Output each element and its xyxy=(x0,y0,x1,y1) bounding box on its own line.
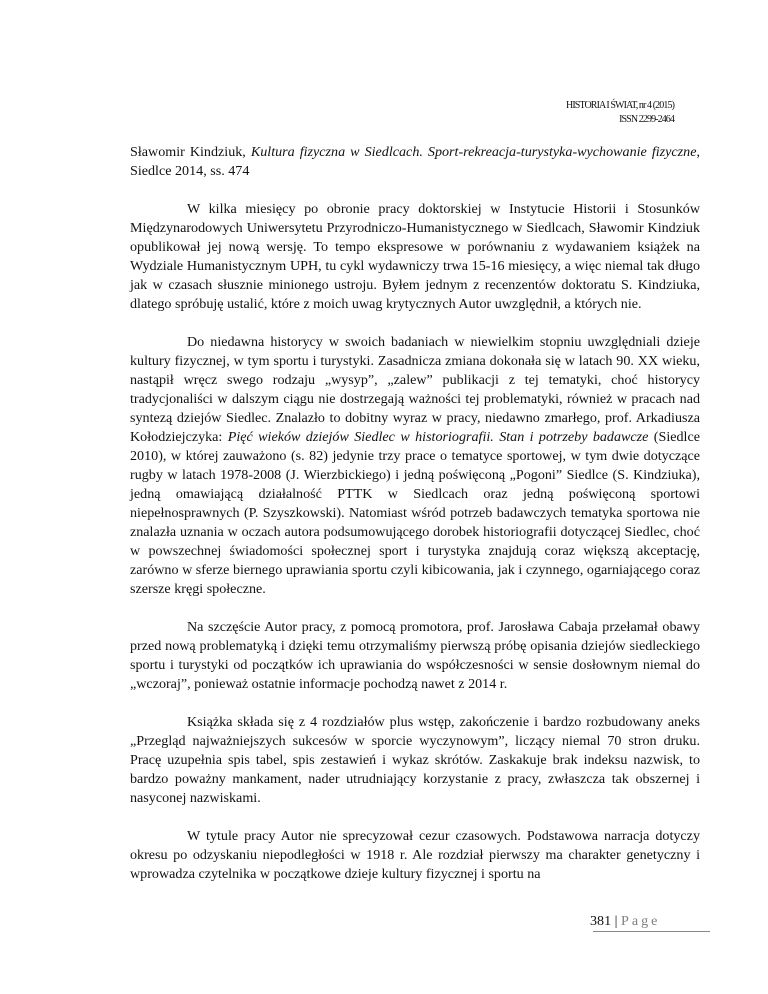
paragraph-2-book-title: Pięć wieków dziejów Siedlec w historiografii. Stan i potrzeby badawcze xyxy=(227,429,649,445)
citation-author: Sławomir Kindziuk, xyxy=(130,144,246,160)
page-separator: | xyxy=(611,913,622,929)
article-body xyxy=(130,143,700,903)
page-footer xyxy=(590,912,710,931)
paragraph-2 xyxy=(130,333,700,599)
citation-title: Kultura fizyczna w Siedlcach. Sport-rekreacja-turystyka-wychowanie fizyczne xyxy=(250,144,697,160)
paragraph-5: W tytule pracy Autor nie sprecyzował cezur czasowych. Podstawowa narracja dotyczy okresu po odzyskaniu niepodległości w 1918 r. Ale rozdział pierwszy ma charakter genetyczny i wprowadza czytelnika w początkowe dzieje kultury fizycznej i sportu na xyxy=(130,828,700,882)
paragraph-3: Na szczęście Autor pracy, z pomocą promotora, prof. Jarosława Cabaja przełamał obawy przed nową problematyką i dzięki temu otrzymaliśmy pierwszą próbę opisania dziejów siedleckiego sportu i turystyki od początków ich uprawiania do współczesności w sensie dosłownym niemal do „wczoraj”, ponieważ ostatnie informacje pochodzą nawet z 2014 r. xyxy=(130,619,700,692)
journal-running-head: HISTORIA I ŚWIAT, nr 4 (2015) xyxy=(566,100,674,111)
book-citation xyxy=(130,143,700,181)
issn-running-head: ISSN 2299-2464 xyxy=(619,114,674,125)
paragraph-2-part-a: Do niedawna historycy w swoich badaniach w niewielkim stopniu uwzględniali dzieje kultury fizycznej, w tym sportu i turystyki. Zasadnicza zmiana dokonała się w latach 90. XX wieku, nastąpił wręcz swego rodzaju „wysyp”, „zalew” publikacji z tej tematyki, choć historycy tradycjonaliści w dalszym ciągu nie dostrzegają ważności tej problematyki, również w pracach nad syntezą dziejów Siedlec. Znalazło to dobitny wyraz w pracy, niedawno zmarłego, prof. Arkadiusza Kołodziejczyka: xyxy=(130,334,700,445)
page-label: Page xyxy=(621,913,661,929)
paragraph-4: Książka składa się z 4 rozdziałów plus wstęp, zakończenie i bardzo rozbudowany aneks „Przegląd najważniejszych sukcesów w sporcie wyczynowym”, liczący niemal 70 stron druku. Pracę uzupełnia spis tabel, spis zestawień i wykaz skrótów. Zaskakuje brak indeksu nazwisk, to bardzo poważny mankament, nader utrudniający korzystanie z pracy, zwłaszcza tak obszernej i nasyconej nazwiskami. xyxy=(130,714,700,806)
page-number: 381 xyxy=(590,913,612,929)
paragraph-1: W kilka miesięcy po obronie pracy doktorskiej w Instytucie Historii i Stosunków Międzynarodowych Uniwersytetu Przyrodniczo-Humanistycznego w Siedlcach, Sławomir Kindziuk opublikował jej nową wersję. To tempo ekspresowe w porównaniu z wydawaniem książek na Wydziale Humanistycznym UPH, tu cykl wydawniczy trwa 15-16 miesięcy, a więc niemal tak długo jak w czasach słusznie minionego ustroju. Byłem jednym z recenzentów doktoratu S. Kindziuka, dlatego spróbuję ustalić, które z moich uwag krytycznych Autor uwzględnił, a których nie. xyxy=(130,201,700,312)
footer-divider xyxy=(593,931,710,932)
citation-details: , Siedlce 2014, ss. 474 xyxy=(130,144,700,179)
paragraph-2-part-b: (Siedlce 2010), w której zauważono (s. 82) jedynie trzy prace o tematyce sportowej, w tym dwie dotyczące rugby w latach 1978-2008 (J. Wierzbickiego) i jedną poświęconą „Pogoni” Siedlce (S. Kindziuka), jedną omawiającą działalność PTTK w Siedlcach oraz jedną poświęconą sportowi niepełnosprawnych (P. Szyszkowski). Natomiast wśród potrzeb badawczych tematyka sportowa nie znalazła uznania w oczach autora podsumowującego dorobek historiografii dotyczącej Siedlec, choć w powszechnej świadomości społecznej sport i turystyka znajdują coraz większą akceptację, zarówno w sferze biernego uprawiania sportu czyli kibicowania, jak i czynnego, ogarniającego coraz szersze kręgi społeczne. xyxy=(130,429,700,597)
